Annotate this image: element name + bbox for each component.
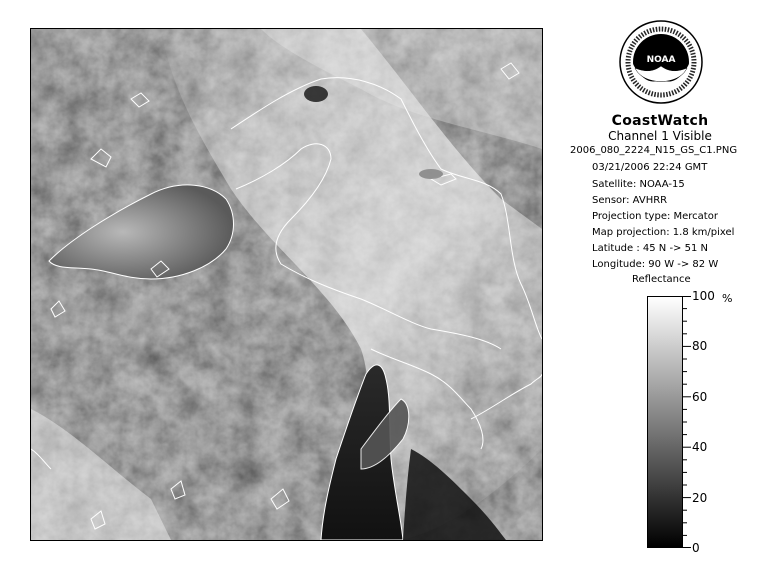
colorbar-tick-label: 40: [692, 440, 708, 455]
colorbar-tick-label: 80: [692, 339, 708, 354]
noaa-logo-icon: [619, 20, 703, 104]
datetime-label: 03/21/2006 22:24 GMT: [592, 162, 708, 173]
logo-text: NOAA: [646, 55, 676, 65]
satellite-image: [30, 28, 543, 541]
app-title: CoastWatch: [611, 113, 709, 129]
satellite-image-svg: [31, 29, 542, 540]
legend-title: Reflectance: [632, 274, 691, 285]
satellite-label: Satellite: NOAA-15: [592, 179, 685, 190]
legend-unit: %: [722, 292, 733, 305]
colorbar-ticks: [683, 296, 691, 548]
colorbar-tick-label: 20: [692, 490, 708, 505]
latitude-label: Latitude : 45 N -> 51 N: [592, 243, 708, 254]
sensor-label: Sensor: AVHRR: [592, 195, 668, 206]
filename-label: 2006_080_2224_N15_GS_C1.PNG: [570, 145, 738, 156]
reflectance-colorbar: [647, 296, 683, 548]
cloud-layer: [31, 29, 542, 540]
colorbar-tick-label: 0: [692, 541, 700, 555]
colorbar-tick-label: 60: [692, 389, 708, 404]
channel-label: Channel 1 Visible: [608, 129, 712, 143]
map-projection-label: Map projection: 1.8 km/pixel: [592, 227, 735, 238]
projection-type-label: Projection type: Mercator: [592, 211, 718, 222]
longitude-label: Longitude: 90 W -> 82 W: [592, 259, 719, 270]
colorbar-tick-label: 100: [692, 289, 715, 303]
